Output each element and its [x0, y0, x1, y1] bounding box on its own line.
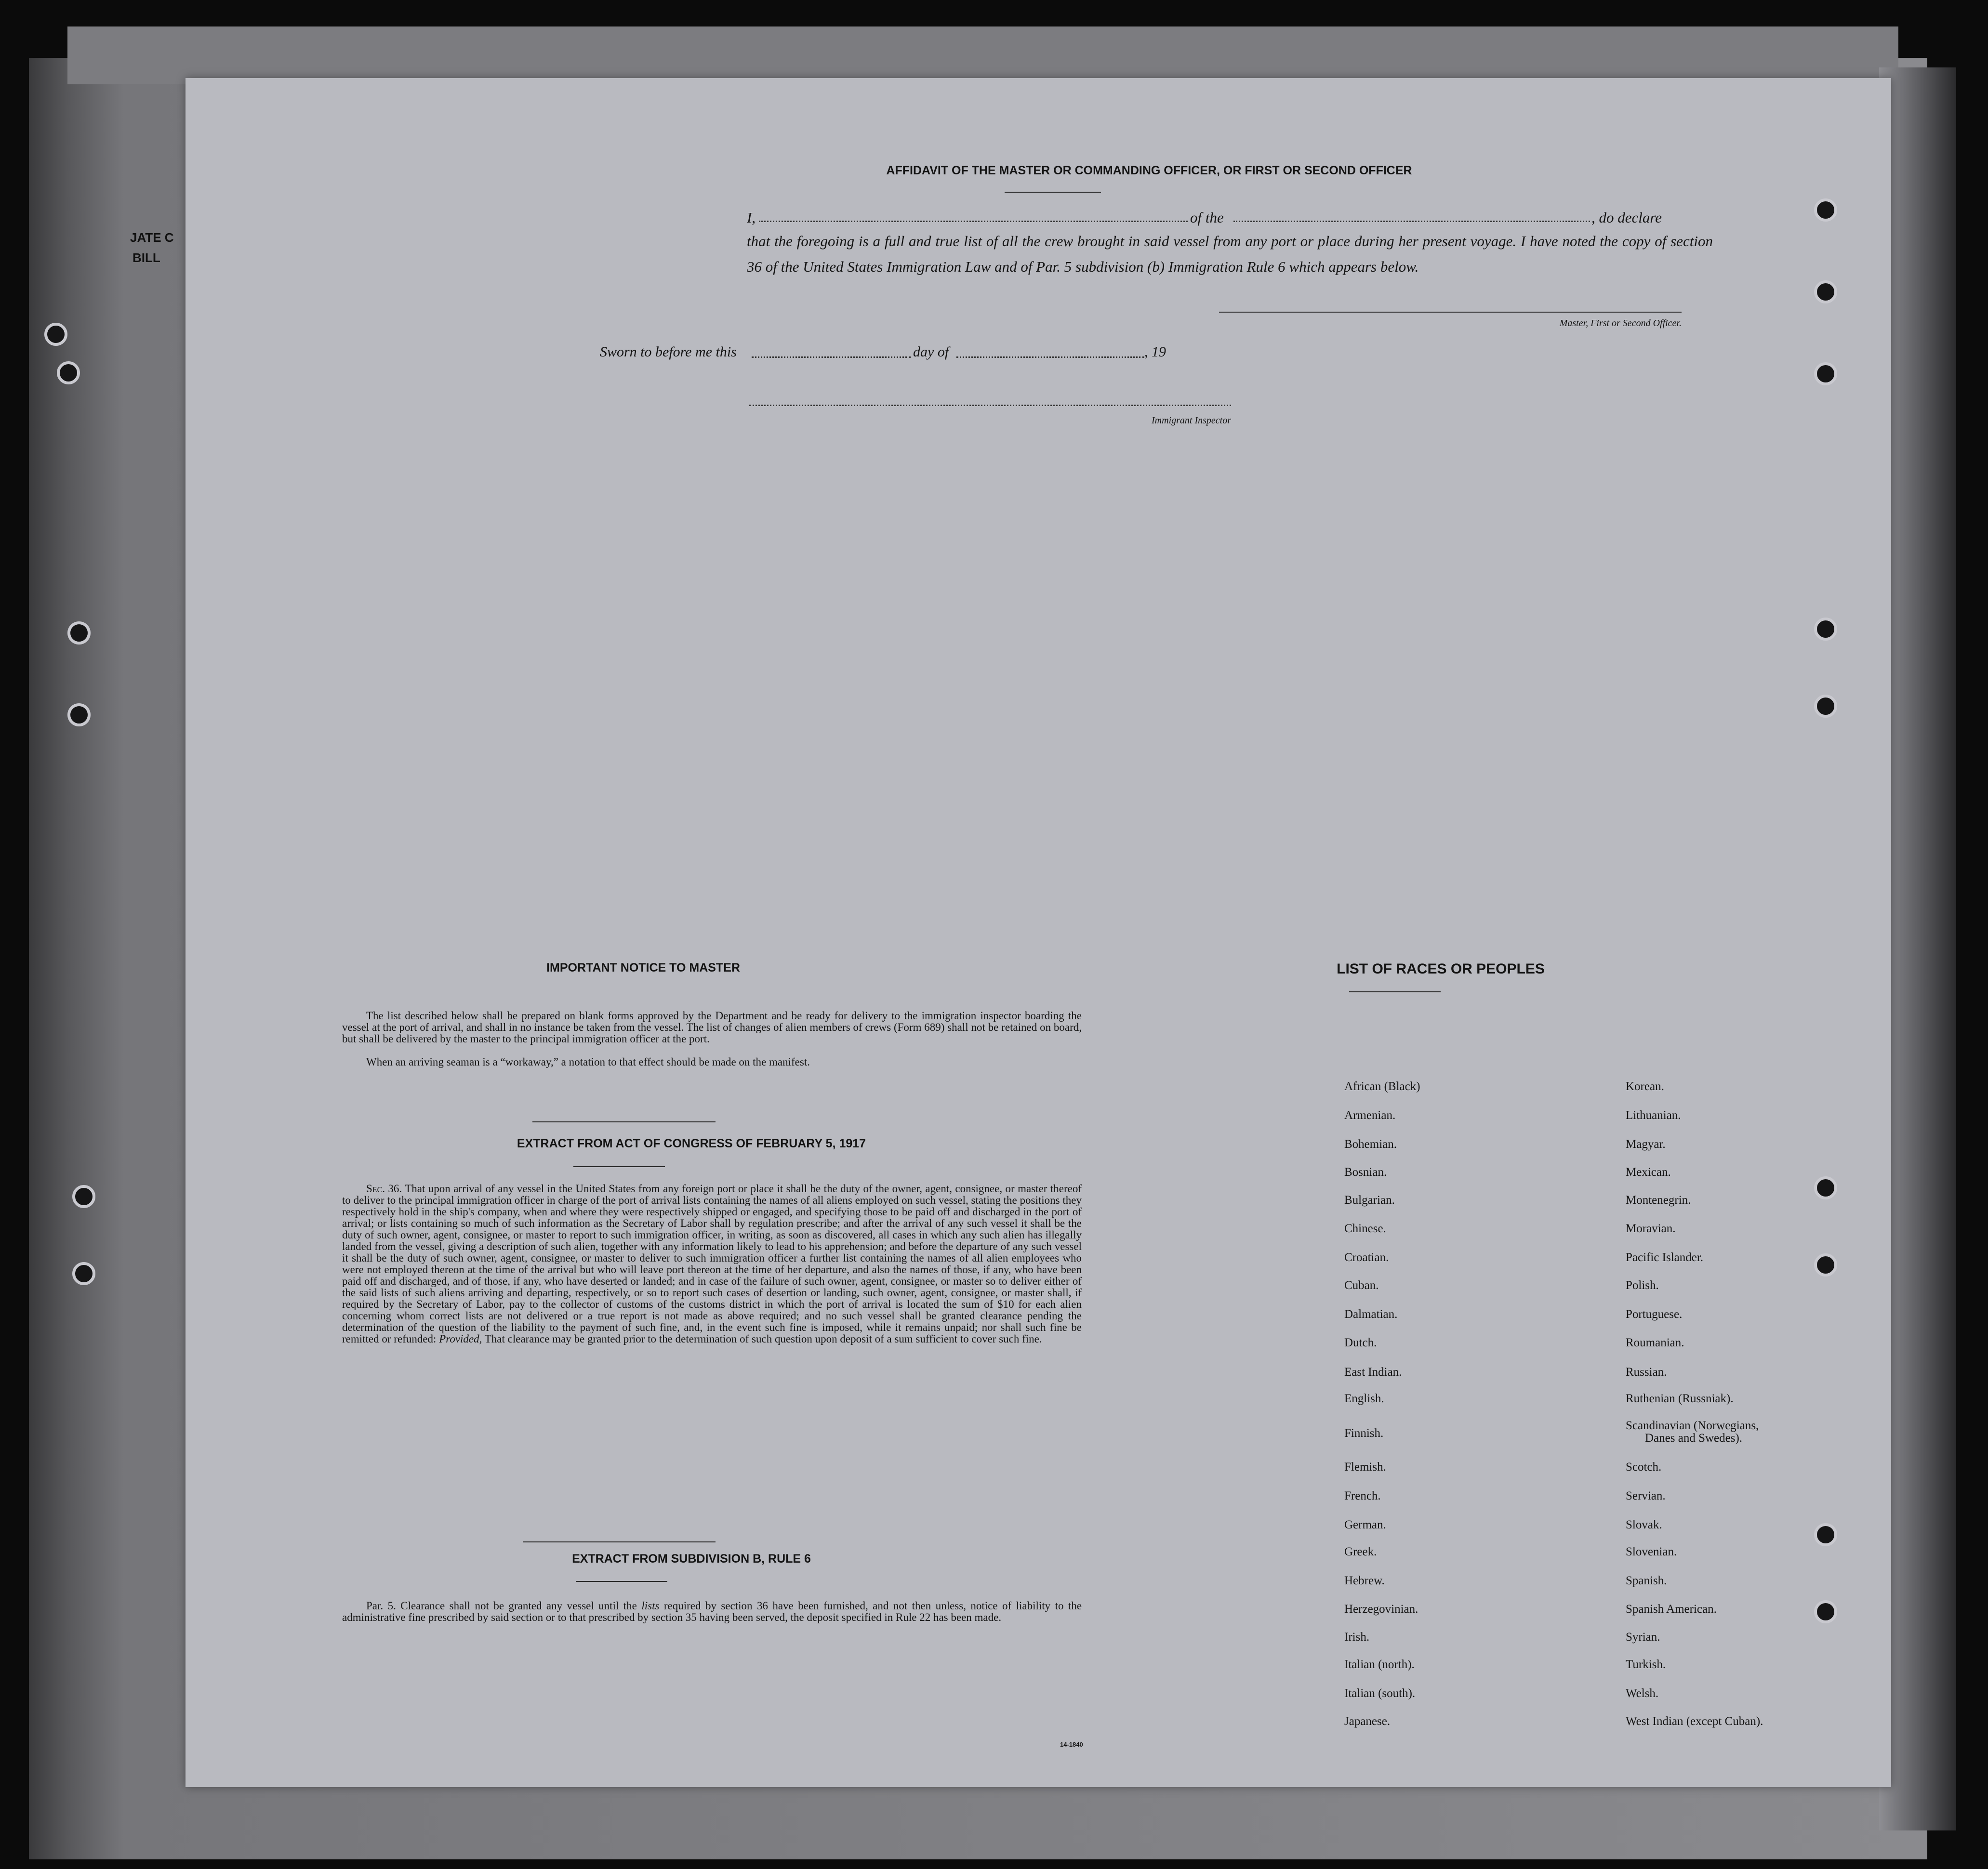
race-item: Slovak. — [1626, 1518, 1662, 1531]
race-item: English. — [1344, 1392, 1384, 1405]
race-item: Pacific Islander. — [1626, 1251, 1704, 1264]
race-item: Syrian. — [1626, 1631, 1660, 1644]
race-item: Bohemian. — [1344, 1138, 1397, 1151]
title-rule — [573, 1166, 665, 1167]
race-item: Magyar. — [1626, 1138, 1666, 1151]
underlying-sheet-fragment: JATE C — [130, 230, 174, 245]
inspector-signature-label: Immigrant Inspector — [1152, 415, 1231, 426]
races-list — [1344, 1080, 1889, 1735]
binder-hole — [1814, 198, 1837, 222]
race-item: Greek. — [1344, 1545, 1377, 1558]
race-item: French. — [1344, 1489, 1381, 1502]
race-item: Bulgarian. — [1344, 1194, 1395, 1207]
sworn-month-field[interactable] — [956, 356, 1144, 358]
binder-hole — [44, 323, 67, 346]
race-item: German. — [1344, 1518, 1386, 1531]
binder-hole — [67, 703, 91, 726]
affidavit-of-the-label: of the — [1190, 209, 1224, 226]
race-item: Croatian. — [1344, 1251, 1389, 1264]
race-item: Mexican. — [1626, 1166, 1671, 1179]
affidavit-i-label: I, — [747, 209, 756, 226]
race-item: Italian (north). — [1344, 1658, 1415, 1671]
vessel-name-field[interactable] — [1233, 221, 1590, 222]
form-number: 14-1840 — [1060, 1741, 1083, 1748]
day-of-label: day of — [913, 344, 949, 360]
race-item: Finnish. — [1344, 1427, 1384, 1440]
race-item: Lithuanian. — [1626, 1109, 1681, 1122]
race-item: Scandinavian (Norwegians, — [1626, 1419, 1759, 1432]
binder-hole — [1814, 362, 1837, 385]
sec-36-label: Sec. 36. — [366, 1183, 402, 1195]
provided-label: Provided, — [439, 1333, 482, 1345]
race-item: Hebrew. — [1344, 1574, 1385, 1587]
section-36-body: That upon arrival of any vessel in the United States from any foreign port or place it shall be the duty of the owner, agent, consignee, or master thereof to deliver to the principal immigration officer in charge of the port of arrival lists containing the names of all aliens employed on such vessel, stating the positions they respectively hold in the ship's company, when and where they were respectively shipped or engaged, and specifying those to be paid off and discharged in the port of arrival; or lists containing so much of such information as the Secretary of Labor shall by regulation prescribe; and after the arrival of any such vessel it shall be the duty of such owner, agent, consignee, or master to report to such immigration officer, in writing, as soon as discovered, all cases in which any such alien has illegally landed from the vessel, giving a description of such alien, together with any information likely to lead to his apprehension; and before the departure of any such vessel it shall be the duty of such owner, agent, consignee, or master to deliver to such immigration officer a further list containing the names of all alien employees who were not employed thereon at the time of the arrival but who will leave port thereon at the time of her departure, and also the names of those, if any, who have been paid off and discharged, and of those, if any, who have deserted or landed; and in case of the failure of such owner, agent, consignee, or master so to deliver either of the said lists of such aliens arriving and departing, respectively, or so to report such cases of desertion or landing, such owner, agent, consignee, or master shall, if required by the Secretary of Labor, pay to the collector of customs of the customs district in which the port of arrival is located the sum of $10 for each alien concerning whom correct lists are not delivered or a true report is not made as above required; and no such vessel shall be granted clearance pending the determination of the question of the liability to the payment of such fine, and, in the event such fine is imposed, while it remains unpaid; nor shall such fine be remitted or refunded: — [342, 1183, 1082, 1345]
master-name-field[interactable] — [759, 221, 1188, 222]
notice-paragraph-1: The list described below shall be prepared on blank forms approved by the Department and be ready for delivery to the immigration inspector boarding the vessel at the port of arrival, and shall in no instance be taken from the vessel. The list of changes of alien members of crews (Form 689) shall not be retained on board, but shall be delivered by the master to the principal immigration officer at the port. — [342, 1010, 1082, 1045]
race-item: Spanish American. — [1626, 1603, 1717, 1616]
race-item: Spanish. — [1626, 1574, 1667, 1587]
sworn-day-field[interactable] — [752, 356, 911, 358]
race-item: Moravian. — [1626, 1222, 1676, 1235]
rule-6-body-end: required by section 36 have been furnished, and not then unless, notice of liability to the administrative fine prescribed by said section or to that prescribed by section 35 having been served, the deposit specified in Rule 22 has been made. — [342, 1600, 1082, 1623]
title-rule — [1005, 192, 1101, 193]
title-rule — [1349, 991, 1441, 992]
race-item: Korean. — [1626, 1080, 1664, 1093]
binder-hole — [57, 361, 80, 384]
race-item: Danes and Swedes). — [1645, 1432, 1743, 1445]
binder-hole — [72, 1185, 95, 1208]
title-rule — [576, 1581, 667, 1582]
back-page-edge — [67, 26, 1898, 84]
sworn-label: Sworn to before me this — [600, 344, 737, 360]
race-item: Ruthenian (Russniak). — [1626, 1392, 1734, 1405]
race-item: Polish. — [1626, 1279, 1659, 1292]
race-item: Bosnian. — [1344, 1166, 1387, 1179]
section-36-proviso: That clearance may be granted prior to the determination of such question upon deposit of a sum sufficient to cover such fine. — [484, 1333, 1042, 1345]
race-item: Irish. — [1344, 1631, 1370, 1644]
race-item: Turkish. — [1626, 1658, 1666, 1671]
year-label: , 19 — [1144, 344, 1166, 360]
rule-6-text — [342, 1600, 1082, 1623]
race-item: Portuguese. — [1626, 1308, 1683, 1321]
affidavit-title: AFFIDAVIT OF THE MASTER OR COMMANDING OFFICER, OR FIRST OR SECOND OFFICER — [886, 164, 1412, 177]
affidavit-declare-label: , do declare — [1591, 209, 1662, 226]
race-item: Dalmatian. — [1344, 1308, 1398, 1321]
extract-rule-title: EXTRACT FROM SUBDIVISION B, RULE 6 — [572, 1552, 811, 1566]
master-signature-line[interactable] — [1219, 312, 1682, 313]
affidavit-body: that the foregoing is a full and true list of all the crew brought in said vessel from any port or place during her present voyage. I have noted the copy of section 36 of the United States Immigration Law and of Par. 5 subdivision (b) Immigration Rule 6 which appears below. — [747, 233, 1713, 275]
binder-hole — [67, 621, 91, 645]
race-item: Herzegovinian. — [1344, 1603, 1418, 1616]
notice-title: IMPORTANT NOTICE TO MASTER — [546, 961, 740, 974]
race-item: Slovenian. — [1626, 1545, 1677, 1558]
race-item: Armenian. — [1344, 1109, 1396, 1122]
manifest-back-page — [186, 78, 1891, 1787]
race-item: Flemish. — [1344, 1461, 1386, 1474]
race-item: Chinese. — [1344, 1222, 1386, 1235]
race-item: Servian. — [1626, 1489, 1666, 1502]
race-item: Welsh. — [1626, 1687, 1659, 1700]
race-item: Cuban. — [1344, 1279, 1379, 1292]
race-item: Dutch. — [1344, 1336, 1377, 1349]
extract-act-title: EXTRACT FROM ACT OF CONGRESS OF FEBRUARY 5, 1917 — [517, 1137, 866, 1150]
race-item: African (Black) — [1344, 1080, 1420, 1093]
master-signature-label: Master, First or Second Officer. — [1559, 318, 1682, 329]
race-item: East Indian. — [1344, 1366, 1402, 1379]
section-36-text — [342, 1183, 1082, 1345]
race-item: Japanese. — [1344, 1715, 1391, 1728]
race-item: Italian (south). — [1344, 1687, 1416, 1700]
notice-paragraph-2: When an arriving seaman is a “workaway,” a notation to that effect should be made on the manifest. — [366, 1056, 810, 1068]
races-title: LIST OF RACES OR PEOPLES — [1337, 961, 1545, 977]
lists-label: lists — [641, 1600, 660, 1612]
race-item: Scotch. — [1626, 1461, 1662, 1474]
underlying-sheet-fragment: BILL — [133, 250, 160, 265]
race-item: Roumanian. — [1626, 1336, 1684, 1349]
binder-hole — [1814, 695, 1837, 718]
binder-hole — [1814, 618, 1837, 641]
binder-hole — [1814, 280, 1837, 303]
race-item: Russian. — [1626, 1366, 1667, 1379]
rule-6-body-start: Par. 5. Clearance shall not be granted any vessel until the — [366, 1600, 637, 1612]
race-item: West Indian (except Cuban). — [1626, 1715, 1763, 1728]
binder-hole — [72, 1262, 95, 1285]
inspector-signature-line[interactable] — [749, 405, 1231, 406]
section-rule — [532, 1121, 716, 1122]
race-item: Montenegrin. — [1626, 1194, 1691, 1207]
section-rule — [523, 1541, 716, 1542]
